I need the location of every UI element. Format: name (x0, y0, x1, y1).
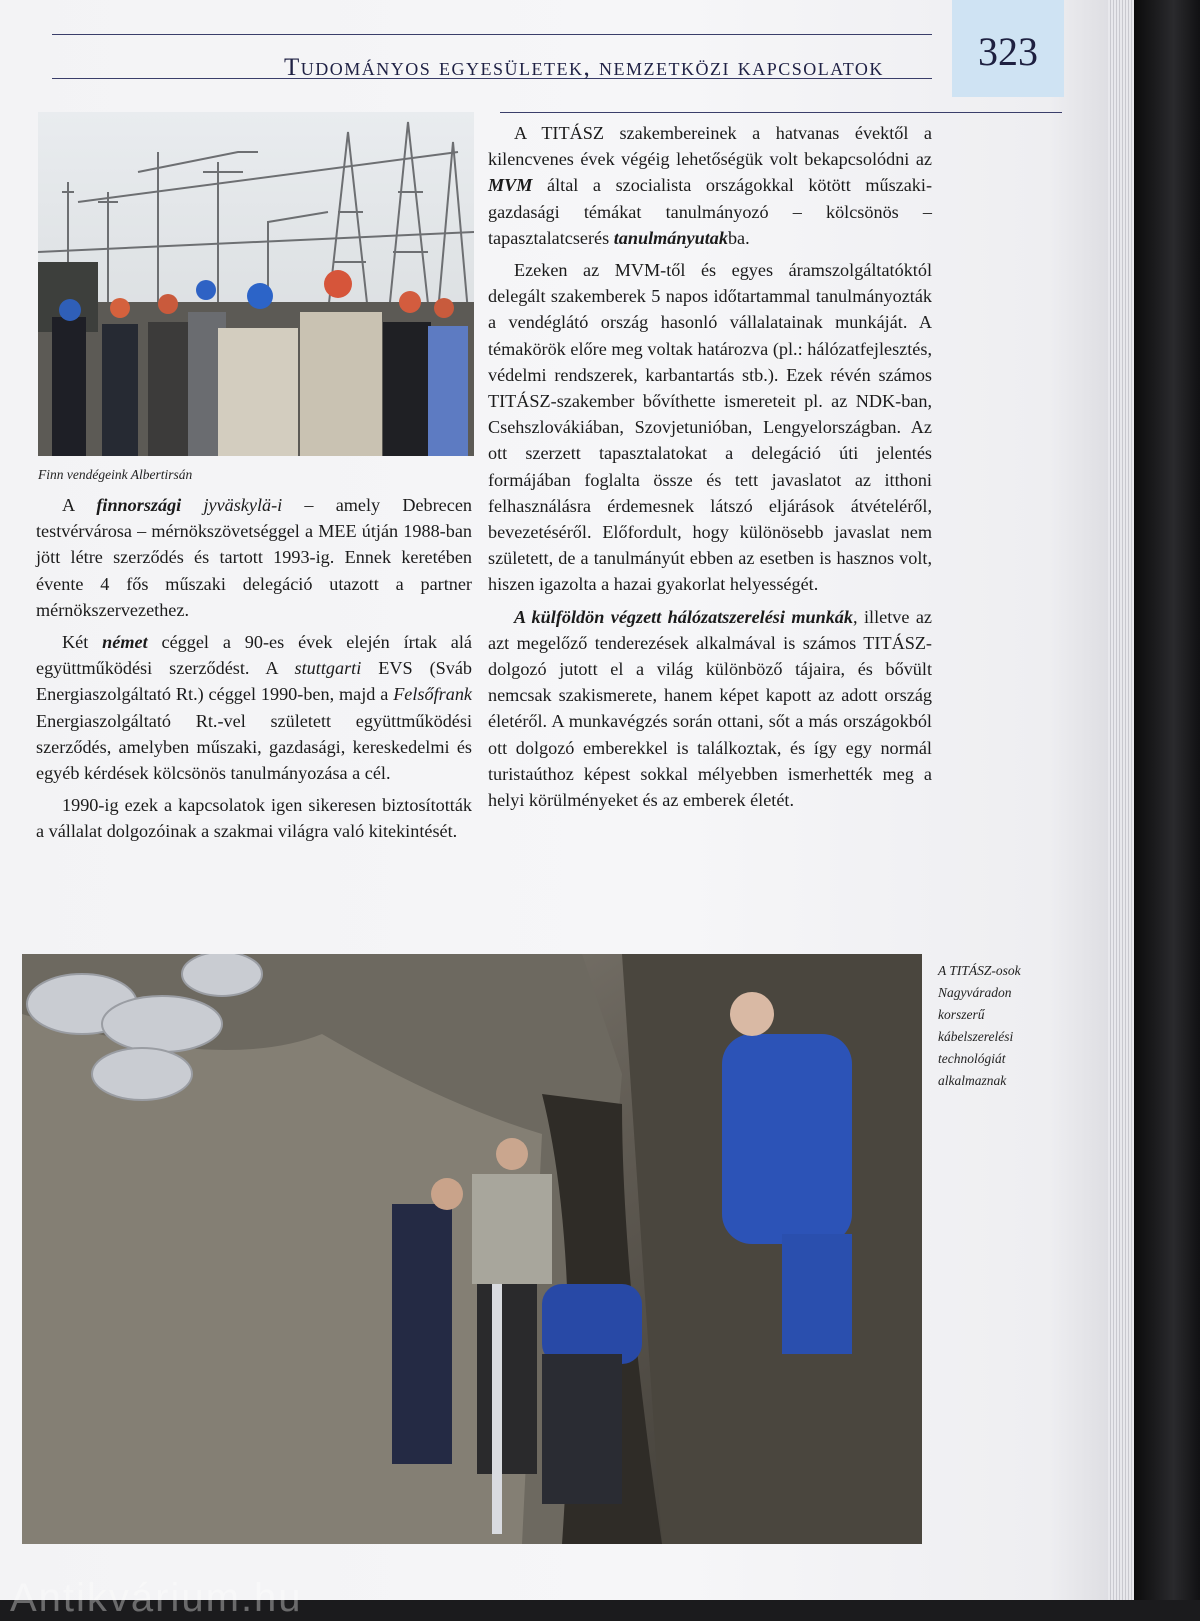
text-run: A TITÁSZ szakembereinek a hatvanas évektől a kilencvenes évek végéig lehetőségük volt bekapcsolódni az (488, 123, 932, 170)
photo-cable-trench (22, 954, 922, 1544)
text-run: Két (62, 632, 103, 653)
caption-line: korszerű (938, 1007, 985, 1022)
paragraph-delegations: Ezeken az MVM-től és egyes áramszolgáltatóktól delegált szakemberek 5 napos időtartammal tanulmányozták a vendéglátó ország hasonló vállalatainak munkáját. A témakörök előre meg voltak határozva (pl.: hálózatfejlesztés, védelmi rendszerek, karbantartás stb.). Ezek révén számos TITÁSZ-szakember bővíthette ismereteit pl. az NDK-ban, Csehszlovákiában, Szovjetunióban, Lengyelországban. Az ott szerzett tapasztalatokat a delegáció úti jelentés formájában foglalta össze és tett javaslatot az itthoni felhasználásra érdemesnek látszó eljárások átvételéről, bevezetéséről. Előfordult, hogy különösebb javaslat nem született, de a tanulmányút ebben az esetben is hasznos volt, hiszen igazolta a hazai gyakorlat helyességét. (488, 260, 932, 595)
text-run: ba. (727, 227, 750, 248)
emphasis-finnorszagi: finnországi (96, 495, 182, 515)
emphasis-kulfoldon: A külföldön végzett hálózatszerelési munkák (514, 606, 853, 627)
caption-line: technológiát (938, 1051, 1006, 1066)
emphasis-stuttgarti: stuttgarti (294, 658, 362, 679)
paragraph-german-partnership (36, 629, 472, 786)
emphasis-felsofrank: Felsőfrank (393, 684, 472, 705)
caption-line: alkalmaznak (938, 1073, 1007, 1088)
text-run: által a szocialista országokkal kötött műszaki-gazdasági témákat tanulmányozó – kölcsönös – tapasztalatcserés (488, 175, 932, 248)
emphasis-mvm: MVM (488, 175, 533, 196)
caption-line: kábelszerelési (938, 1029, 1014, 1044)
text-run: céggel a 90-es évek elején írtak alá együttműködési szerződést. A (36, 632, 473, 679)
page-number: 323 (978, 29, 1038, 74)
left-column (36, 492, 472, 845)
caption-line: Nagyváradon (938, 985, 1012, 1000)
caption-line: A TITÁSZ-osok (938, 963, 1021, 978)
emphasis-jyvaskylai: jyväskylä-i (181, 495, 283, 515)
photo-substation-visit (38, 112, 474, 456)
text-run: A (62, 495, 97, 515)
page-edges (1108, 0, 1136, 1600)
emphasis-nemet: német (102, 632, 148, 653)
text-run: , illetve az azt megelőző tenderezések alkalmával is számos TITÁSZ-dolgozó jutott el a világ különböző tájaira, és bővült nemcsak szakismerete, hanem képet kapott az adott ország életéről. A munkavégzés során ottani, sőt a más országokból ott dolgozó emberekkel is találkoztak, és így egy normál turistaúthoz képest sokkal mélyebben ismerhették meg a helyi körülményeket és az emberek életét. (488, 606, 932, 811)
book-cover-edge (1134, 0, 1200, 1600)
paragraph-until-1990: 1990-ig ezek a kapcsolatok igen sikeresen biztosították a vállalat dolgozóinak a szakmai világra való kitekintését. (36, 795, 472, 842)
page-number-box (952, 0, 1064, 97)
header-rule-top (52, 34, 932, 35)
paragraph-mvm-study-trips (488, 120, 932, 251)
text-run: – amely Debrecen testvérvárosa – mérnökszövetséggel a MEE útján 1988-ban jött létre szerződés és tartott 1993-ig. Ennek keretében évente 4 fős műszaki delegáció utazott a partner mérnökszervezethez. (36, 495, 472, 620)
text-run: Energiaszolgáltató Rt.-vel született együttműködési szerződés, amelyben műszaki, gazdasági, kereskedelmi és egyéb kérdések kölcsönös tanulmányozása a cél. (36, 710, 472, 784)
photo-caption-bottom (938, 960, 1058, 1092)
paragraph-finnish-partnership (36, 492, 472, 623)
watermark: Antikvárium.hu (10, 1576, 303, 1620)
paragraph-foreign-work (488, 604, 932, 814)
header-rule-full (500, 112, 1062, 113)
running-header: Tudományos egyesületek, nemzetközi kapcsolatok (284, 54, 884, 81)
photo-caption-top: Finn vendégeink Albertirsán (38, 467, 193, 482)
emphasis-tanulmanyutak: tanulmányutak (613, 227, 728, 248)
right-column (488, 120, 932, 813)
text-run: EVS (Sváb Energiaszolgáltató Rt.) céggel 1990-ben, majd a (36, 658, 472, 705)
